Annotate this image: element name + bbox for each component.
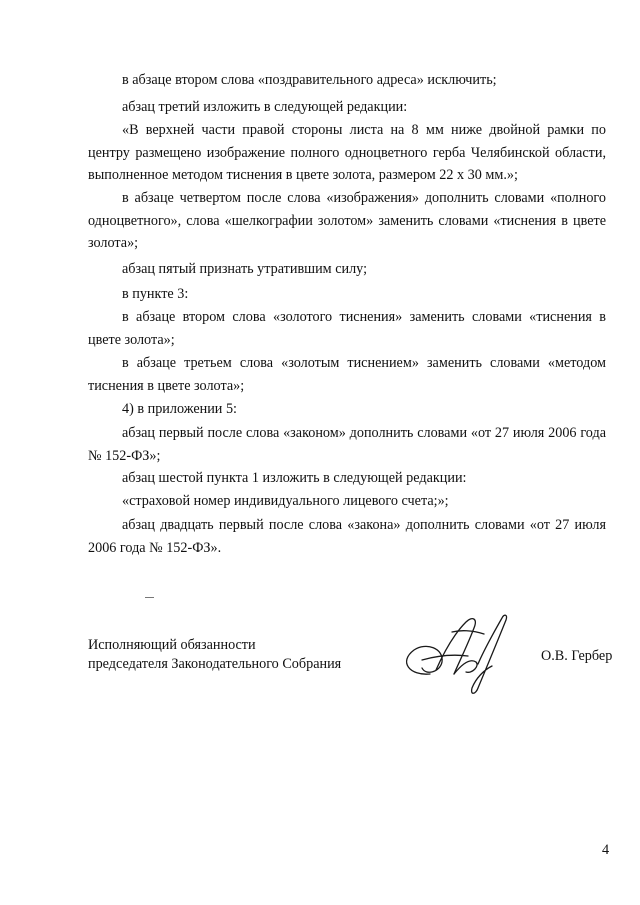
paragraph-4: в абзаце четвертом после слова «изображения» дополнить словами «полного одноцветного», слова «шелкографии золотом» заменить словами «тиснения в цвете золота»; [88, 190, 606, 251]
paragraph-6: в пункте 3: [122, 286, 189, 302]
paragraph-9: 4) в приложении 5: [122, 401, 237, 417]
paragraph-12: «страховой номер индивидуального лицевого счета;»; [122, 493, 449, 509]
paragraph-10: абзац первый после слова «законом» дополнить словами «от 27 июля 2006 года № 152-ФЗ»; [88, 425, 606, 464]
signatory-title-line-2: председателя Законодательного Собрания [88, 656, 342, 672]
paragraph-2: абзац третий изложить в следующей редакции: [122, 99, 408, 115]
signatory-title-line-1: Исполняющий обязанности [88, 637, 256, 653]
paragraph-1: в абзаце втором слова «поздравительного адреса» исключить; [122, 72, 497, 88]
paragraph-11: абзац шестой пункта 1 изложить в следующей редакции: [122, 470, 467, 486]
paragraph-7: в абзаце втором слова «золотого тиснения» заменить словами «тиснения в цвете золота»; [88, 309, 606, 348]
handwritten-signature [392, 604, 532, 700]
paragraph-3: «В верхней части правой стороны листа на 8 мм ниже двойной рамки по центру размещено изображение полного одноцветного герба Челябинской области, выполненное методом тиснения в цвете золота, размером 22 х 30 мм.»; [88, 122, 606, 183]
separator-dash [145, 597, 154, 598]
paragraph-8: в абзаце третьем слова «золотым тиснением» заменить словами «методом тиснения в цвете золота»; [88, 355, 606, 394]
signatory-title [88, 636, 341, 674]
page-number: 4 [602, 842, 610, 858]
signatory-name: О.В. Гербер [541, 648, 613, 664]
paragraph-5: абзац пятый признать утратившим силу; [122, 261, 368, 277]
paragraph-13: абзац двадцать первый после слова «закона» дополнить словами «от 27 июля 2006 года № 152-ФЗ». [88, 517, 606, 556]
